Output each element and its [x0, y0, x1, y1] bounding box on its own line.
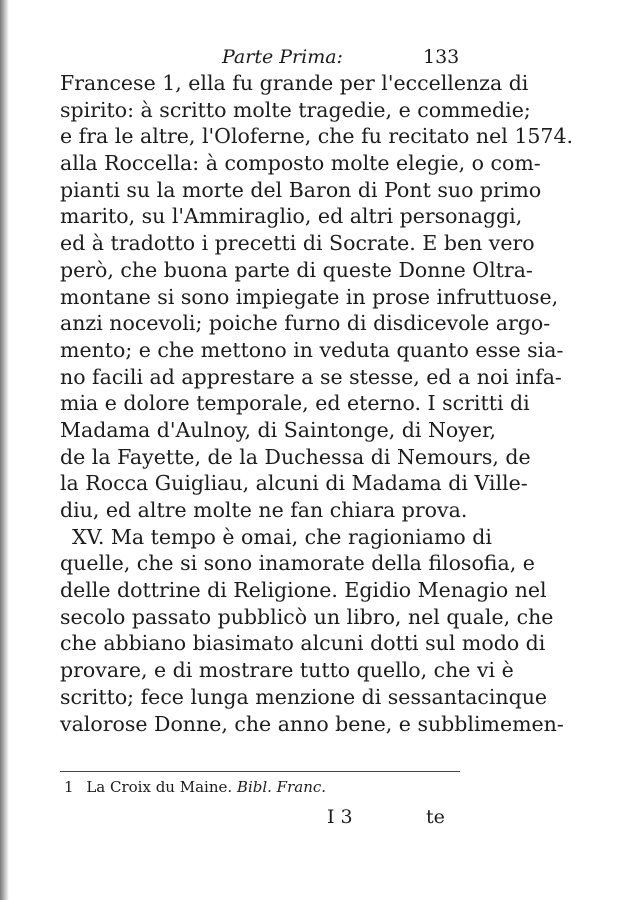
footnote: [64, 778, 326, 796]
footnote-marker: 1: [64, 778, 74, 796]
text-line: no facili ad apprestare a se stesse, ed a noi infa-: [60, 364, 562, 389]
text-line: delle dottrine di Religione. Egidio Menagio nel: [60, 578, 547, 603]
text-line: Madama d'Aulnoy, di Saintonge, di Noyer,: [60, 417, 497, 442]
text-line: che abbiano biasimato alcuni dotti sul modo di: [60, 631, 546, 656]
section-start-line: XV. Ma tempo è omai, che ragioniamo di: [72, 524, 492, 549]
binding-shadow: [0, 0, 9, 900]
signature-mark: I 3: [327, 806, 353, 828]
text-line: pianti su la morte del Baron di Pont suo primo: [60, 177, 542, 202]
text-line: diu, ed altre molte ne fan chiara prova.: [60, 498, 468, 522]
text-line: mia e dolore temporale, ed eterno. I scritti di: [60, 391, 530, 416]
running-head: Parte Prima:: [222, 46, 343, 68]
text-line: valorose Donne, che anno bene, e subblimemen-: [60, 711, 564, 736]
text-line: la Rocca Guigliau, alcuni di Madama di Ville-: [60, 471, 528, 496]
text-line: secolo passato pubblicò un libro, nel quale, che: [60, 604, 554, 629]
text-line: ed à tradotto i precetti di Socrate. E ben vero: [60, 231, 535, 256]
page-number: 133: [423, 46, 460, 68]
text-line: provare, e di mostrare tutto quello, che vi è: [60, 658, 514, 683]
footnote-text: La Croix du Maine.: [86, 778, 233, 796]
footnote-rule: [60, 771, 460, 772]
text-line: anzi nocevoli; poiche furno di disdicevole argo-: [60, 311, 551, 336]
text-line: però, che buona parte di queste Donne Oltra-: [60, 257, 533, 282]
text-line: Francese 1, ella fu grande per l'eccellenza di: [60, 71, 529, 95]
text-line: marito, su l'Ammiraglio, ed altri personaggi,: [60, 204, 523, 229]
body-text: [60, 70, 574, 737]
text-line: quelle, che si sono inamorate della filosofia, e: [60, 551, 535, 576]
text-line: de la Fayette, de la Duchessa di Nemours, de: [60, 444, 531, 469]
text-line: scritto; fece lunga menzione di sessantacinque: [60, 684, 548, 709]
footnote-citation: Bibl. Franc.: [236, 778, 327, 796]
text-line: spirito: à scritto molte tragedie, e commedie;: [60, 97, 531, 122]
text-line: alla Roccella: à composto molte elegie, o com-: [60, 151, 541, 176]
text-line: montane si sono impiegate in prose infruttuose,: [60, 284, 559, 309]
text-line: mento; e che mettono in veduta quanto esse sia-: [60, 337, 564, 362]
text-line: e fra le altre, l'Oloferne, che fu recitato nel 1574.: [60, 124, 574, 149]
catchword: te: [426, 806, 445, 828]
